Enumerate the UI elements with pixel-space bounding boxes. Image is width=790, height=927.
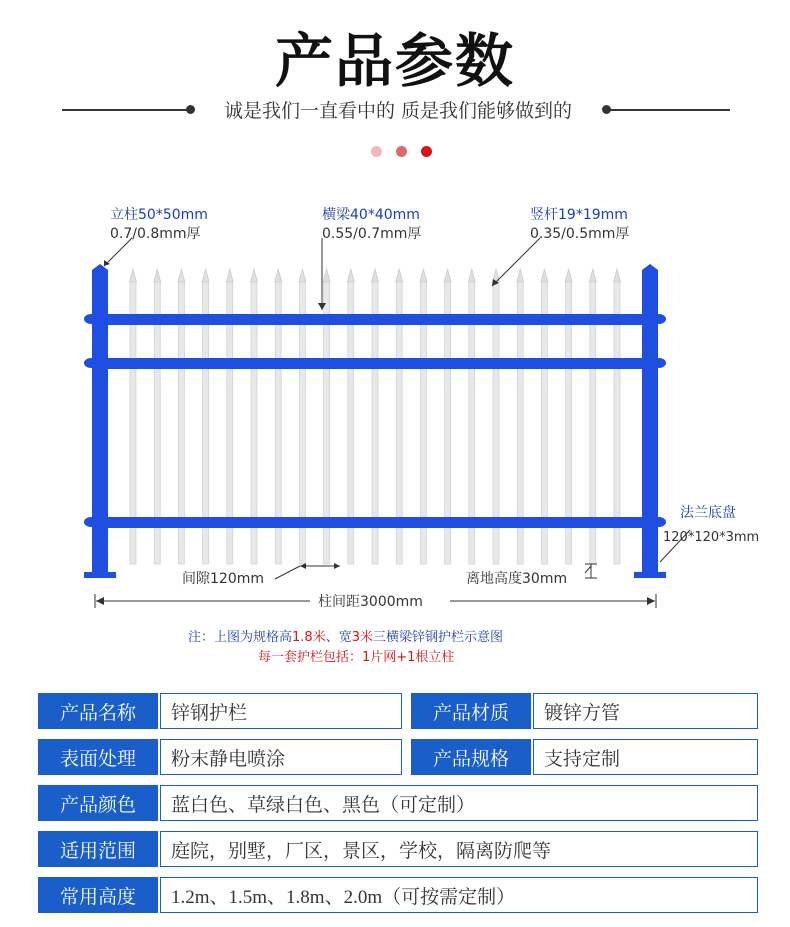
flange-label-1: 法兰底盘 — [680, 505, 736, 521]
subtitle-text: 诚是我们一直看中的 质是我们能够做到的 — [223, 100, 573, 122]
note-line-2: 每一套护栏包括：1片网+1根立柱 — [258, 650, 455, 665]
spec-value-product-name: 锌钢护栏 — [160, 693, 402, 729]
rail-bottom — [92, 517, 658, 528]
subtitle-line-right — [606, 109, 730, 111]
subtitle-line-left — [62, 109, 190, 111]
dot-light — [371, 146, 382, 157]
post-label-2: 0.7/0.8mm厚 — [110, 226, 201, 242]
spec-value-spec: 支持定制 — [533, 739, 758, 775]
dot-medium — [396, 146, 407, 157]
picket-label-2: 0.35/0.5mm厚 — [530, 226, 630, 242]
flange-label-2: 120*120*3mm — [663, 530, 760, 545]
spec-row-3 — [38, 785, 758, 821]
rail-middle — [92, 358, 658, 369]
note-line-1-prefix: 注：上图为规格高 — [188, 630, 293, 645]
note-line-1-sep: 、宽 — [325, 630, 352, 645]
note-line-1-suffix: 三横梁锌钢护栏示意图 — [373, 630, 504, 645]
note-line-1 — [188, 629, 503, 645]
spec-label-spec: 产品规格 — [411, 739, 531, 775]
spec-label-height: 常用高度 — [38, 877, 158, 913]
page-title: 产品参数 — [274, 27, 515, 95]
rail-label-1: 横梁40*40mm — [322, 207, 420, 223]
spec-value-scope: 庭院，别墅，厂区，景区，学校，隔离防爬等 — [160, 831, 758, 867]
spec-row-5 — [38, 877, 758, 913]
ground-label: 离地高度30mm — [466, 571, 568, 587]
left-flange — [84, 572, 116, 578]
note-line-1-height: 1.8米 — [292, 630, 326, 645]
decorative-dots — [371, 146, 441, 158]
spec-label-color: 产品颜色 — [38, 785, 158, 821]
dot-dark — [421, 146, 432, 157]
post-label-1: 立柱50*50mm — [110, 207, 208, 223]
spec-row-1 — [38, 693, 758, 729]
spec-value-height: 1.2m、1.5m、1.8m、2.0m（可按需定制） — [160, 877, 758, 913]
note-line-1-width: 3米 — [351, 630, 373, 645]
spec-row-2 — [38, 739, 758, 775]
spec-label-material: 产品材质 — [411, 693, 531, 729]
subtitle-dot-left — [186, 105, 195, 114]
spec-label-product-name: 产品名称 — [38, 693, 158, 729]
spec-label-scope: 适用范围 — [38, 831, 158, 867]
spec-value-surface: 粉末静电喷涂 — [160, 739, 402, 775]
rail-top — [92, 314, 658, 325]
spec-row-4 — [38, 831, 758, 867]
picket-label-1: 竖杆19*19mm — [530, 207, 628, 223]
gap-label: 间隙120mm — [182, 571, 264, 587]
right-flange — [634, 572, 666, 578]
spec-value-color: 蓝白色、草绿白色、黑色（可定制） — [160, 785, 758, 821]
right-post-cap — [642, 264, 658, 270]
spec-value-material: 镀锌方管 — [533, 693, 758, 729]
subtitle-row — [0, 96, 790, 122]
fence-diagram — [0, 190, 790, 680]
span-label: 柱间距3000mm — [318, 594, 423, 610]
rail-label-2: 0.55/0.7mm厚 — [322, 226, 422, 242]
spec-label-surface: 表面处理 — [38, 739, 158, 775]
